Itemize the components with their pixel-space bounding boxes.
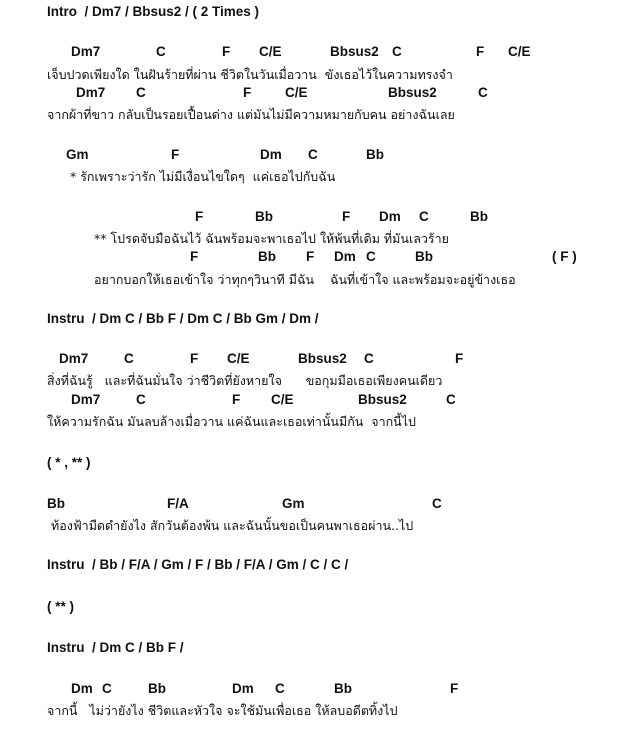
chord-f: F	[243, 85, 252, 100]
lyric-text: * รักเพราะว่ารัก ไม่มีเงื่อนไขใดๆ แค่เธอไปกับฉัน	[70, 169, 336, 184]
chord-bb: Bb	[47, 496, 65, 511]
chord-dm: Dm	[379, 209, 401, 224]
chord-c: C	[432, 496, 442, 511]
chord-bbsus2: Bbsus2	[388, 85, 437, 100]
lyric-text: จากนี้ ไม่ว่ายังไง ชีวิตและหัวใจ จะใช้มันเพื่อเธอ ให้ลบอดีตทิ้งไป	[47, 703, 398, 718]
chord-dm7: Dm7	[71, 44, 101, 59]
chord-c: C	[366, 249, 376, 264]
chord-c: C	[419, 209, 429, 224]
chord-bb: Bb	[334, 681, 352, 696]
chord-bb: Bb	[148, 681, 166, 696]
chord-dm: Dm	[260, 147, 282, 162]
chord-f: F	[342, 209, 351, 224]
chord-c: C	[136, 85, 146, 100]
chord-c-e: C/E	[508, 44, 531, 59]
lyric-text: จากผ้าที่ขาว กลับเป็นรอยเปื้อนด่าง แต่มันไม่มีความหมายกับคน อย่างฉันเลย	[47, 107, 455, 122]
chord-c-e: C/E	[227, 351, 250, 366]
chord-c-e: C/E	[285, 85, 308, 100]
chord-c: C	[446, 392, 456, 407]
chord-bb: Bb	[258, 249, 276, 264]
chord-f: F	[232, 392, 241, 407]
chord-c: C	[156, 44, 166, 59]
repeat-text: ( * , ** )	[47, 455, 91, 470]
chord-c: C	[478, 85, 488, 100]
lyric-text: สิ่งที่ฉันรู้ และที่ฉันมั่นใจ ว่าชีวิตที่ยังหายใจ ขอกุมมือเธอเพียงคนเดียว	[47, 373, 443, 388]
chord-gm: Gm	[282, 496, 305, 511]
instrumental-text: Instru / Dm C / Bb F / Dm C / Bb Gm / Dm /	[47, 311, 319, 326]
chord-f: F	[476, 44, 485, 59]
chord-dm: Dm	[232, 681, 254, 696]
lyric-text: ** โปรดจับมือฉันไว้ ฉันพร้อมจะพาเธอไป ให้พ้นที่เดิม ที่มันเลวร้าย	[94, 231, 449, 246]
chord-f: F	[455, 351, 464, 366]
chord-c: C	[275, 681, 285, 696]
chord-c: C	[392, 44, 402, 59]
chord-bb: Bb	[415, 249, 433, 264]
chord-f: F	[190, 351, 199, 366]
lyric-text: ท้องฟ้ามืดดำยังไง สักวันต้องพ้น และฉันนั้นขอเป็นคนพาเธอผ่าน..ไป	[47, 518, 414, 533]
chord-f: F	[195, 209, 204, 224]
chord-dm7: Dm7	[76, 85, 106, 100]
chord-c: C	[124, 351, 134, 366]
lyric-text: ให้ความรักฉัน มันลบล้างเมื่อวาน แค่ฉันและเธอเท่านั้นมีกัน จากนี้ไป	[47, 414, 416, 429]
chord-dm: Dm	[71, 681, 93, 696]
chord-bb: Bb	[255, 209, 273, 224]
lyric-text: เจ็บปวดเพียงใด ในฝันร้ายที่ผ่าน ชีวิตในวันเมื่อวาน ขังเธอไว้ในความทรงจำ	[47, 67, 453, 82]
intro-text: Intro / Dm7 / Bbsus2 / ( 2 Times )	[47, 4, 260, 19]
chord-c: C	[364, 351, 374, 366]
chord-dm7: Dm7	[59, 351, 89, 366]
chord-dm: Dm	[334, 249, 356, 264]
chord-bbsus2: Bbsus2	[330, 44, 379, 59]
chord-f: F	[190, 249, 199, 264]
instrumental-text: Instru / Dm C / Bb F /	[47, 640, 184, 655]
chord-bb: Bb	[470, 209, 488, 224]
chord-c: C	[136, 392, 146, 407]
instrumental-text: Instru / Bb / F/A / Gm / F / Bb / F/A / Gm / C / C /	[47, 557, 349, 572]
chord-f-optional: ( F )	[552, 249, 577, 264]
chord-c: C	[102, 681, 112, 696]
chord-bbsus2: Bbsus2	[298, 351, 347, 366]
chord-f: F	[306, 249, 315, 264]
chord-c-e: C/E	[271, 392, 294, 407]
chord-dm7: Dm7	[71, 392, 101, 407]
repeat-text: ( ** )	[47, 599, 74, 614]
chord-bb: Bb	[366, 147, 384, 162]
chord-gm: Gm	[66, 147, 89, 162]
lyric-text: อยากบอกให้เธอเข้าใจ ว่าทุกๆวินาที มีฉัน ฉันที่เข้าใจ และพร้อมจะอยู่ข้างเธอ	[94, 272, 516, 287]
chord-f-a: F/A	[167, 496, 189, 511]
chord-c: C	[308, 147, 318, 162]
chord-f: F	[450, 681, 459, 696]
chord-f: F	[222, 44, 231, 59]
chord-bbsus2: Bbsus2	[358, 392, 407, 407]
chord-c-e: C/E	[259, 44, 282, 59]
chord-f: F	[171, 147, 180, 162]
